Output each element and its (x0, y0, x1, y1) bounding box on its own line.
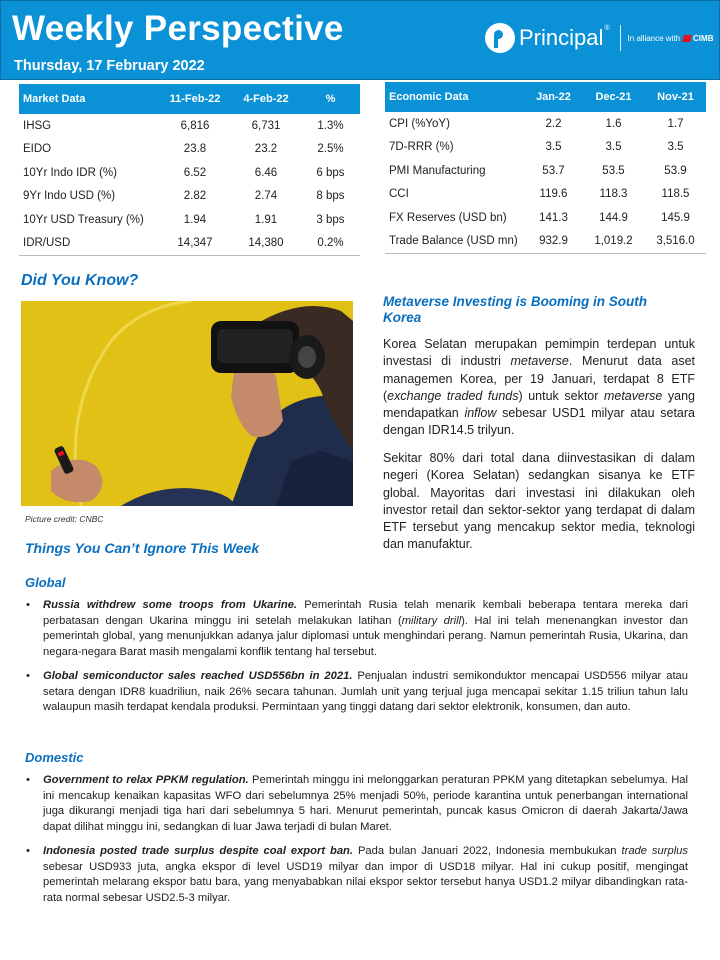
table-cell: 53.9 (664, 164, 687, 177)
table-cell: 53.7 (542, 164, 565, 177)
table-header-row (19, 84, 360, 114)
table-cell: 1.3% (317, 119, 344, 132)
column-header: Nov-21 (645, 82, 706, 112)
table-cell: 2.5% (317, 143, 344, 156)
table-cell: 6,731 (251, 119, 281, 132)
table-row (385, 183, 706, 207)
column-header: Economic Data (385, 82, 525, 112)
table-row (19, 114, 360, 138)
partner-name: CIMB (693, 33, 714, 43)
table-cell: 7D-RRR (%) (389, 141, 454, 154)
table-cell: 1.6 (605, 117, 622, 130)
table-cell: 10Yr USD Treasury (%) (23, 213, 144, 226)
table-cell: IDR/USD (19, 232, 159, 256)
header-banner (0, 0, 720, 80)
table-row (385, 159, 706, 183)
table-row (19, 208, 360, 232)
table-cell: 8 bps (316, 190, 345, 203)
table-row (19, 185, 360, 209)
column-header: Jan-22 (525, 82, 582, 112)
table-cell: 119.6 (539, 188, 568, 201)
article-paragraph-2: Sekitar 80% dari total dana diinvestasikan di dalam negeri (Korea Selatan) sedangkan sisanya ke ETF global. Mayoritas dari investasi ini dilakukan oleh investor retail dan sektor-sektor yang terdapat di dalam ETF tersebut yang mencakup sektor media, teknologi dan manufaktur. (383, 451, 695, 552)
column-header: 4-Feb-22 (231, 84, 301, 114)
table-cell: 6.52 (183, 166, 207, 179)
table-cell: Trade Balance (USD mn) (385, 230, 525, 254)
table-cell: 10Yr Indo IDR (%) (23, 166, 117, 179)
table-cell: 3.5 (605, 141, 622, 154)
table-cell: PMI Manufacturing (389, 164, 486, 177)
report-date: Thursday, 17 February 2022 (14, 58, 205, 74)
table-cell: 1.7 (667, 117, 684, 130)
list-item: • Russia withdrew some troops from Ukarine. Pemerintah Rusia telah menarik kembali beberapa tentara mereka dari perbatasan dengan Ukarina minggu ini setelah melakukan latihan (military drill). Hal ini telah menenangkan investor dan pemerintah global, yang menunjukkan adanya jalur diplomasi untuk menghindari perang. Namun pemerintah Rusia, Ukarina, dan negara-negara Barat masih mengalami konflik tentang hal tersebut. (26, 599, 688, 658)
bullet-icon: • (26, 670, 30, 682)
column-header: Market Data (19, 84, 159, 114)
table-row (19, 232, 360, 256)
column-header: Dec-21 (582, 82, 645, 112)
alliance-text: In alliance with (627, 33, 681, 43)
bullet-icon: • (26, 774, 30, 786)
table-cell: 1.94 (183, 213, 207, 226)
brand-divider (620, 25, 621, 51)
table-cell: 3.5 (545, 141, 562, 154)
table-cell: 932.9 (525, 230, 582, 254)
list-item: • Global semiconductor sales reached USD556bn in 2021. Penjualan industri semikonduktor mencapai USD556 milyar atau setara dengan IDR8 kuadriliun, naik 26% secara tahunan. Jumlah unit yang terjual juga mencapai sekitar 1.15 triliun tahun lalu walaupun masih terdapat kendala produksi. Permintaan yang tinggi datang dari sektor elektronik, konsumen, dan auto. (26, 670, 688, 713)
table-cell: 23.2 (254, 143, 278, 156)
photo-credit: Picture credit: CNBC (25, 514, 104, 524)
brand-logo (485, 21, 713, 55)
article-paragraph-1: Korea Selatan merupakan pemimpin terdepan untuk investasi di industri metaverse. Menurut data aset managemen Korea, per 19 Januari, terdapat 8 ETF (exchange traded funds) untuk sektor metaverse yang mendapatkan inflow sebesar USD1 milyar atau setara dengan IDR14.5 trilyun. (383, 337, 696, 438)
table-cell: 141.3 (539, 211, 568, 224)
table-cell: 3 bps (316, 213, 345, 226)
table-cell: 145.9 (661, 211, 690, 224)
market-data-table (19, 84, 360, 256)
table-cell: 6,816 (180, 119, 210, 132)
table-cell: CPI (%YoY) (389, 117, 450, 130)
things-heading: Things You Can’t Ignore This Week (25, 540, 260, 556)
table-cell: 6.46 (254, 166, 278, 179)
table-cell: 9Yr Indo USD (%) (23, 190, 116, 203)
table-cell: 14,347 (159, 232, 231, 256)
list-item: • Government to relax PPKM regulation. Pemerintah minggu ini melonggarkan peraturan PPKM yang ditetapkan sebelumya. Hal ini mencakup kenaikan kapasitas WFO dari sebelumnya 25% menjadi 50%, periode karantina untuk penerbangan international juga dikurangi menjadi tiga hari dari sebelumnya 5 hari. Menurut pemerintah, puncak kasus Omicron di daerah Jakarta/Jawa dapat dilihat minggu ini, sedangkan di luar Jawa terjadi di bulan Maret. (26, 774, 688, 833)
table-cell: 144.9 (599, 211, 628, 224)
table-cell: 118.5 (661, 188, 690, 201)
domestic-section-heading: Domestic (25, 750, 84, 765)
table-row (385, 206, 706, 230)
page-title: Weekly Perspective (12, 9, 344, 48)
principal-logo-icon (485, 23, 515, 53)
table-cell: EIDO (23, 143, 52, 156)
table-header-row (385, 82, 706, 112)
table-cell: 53.5 (602, 164, 625, 177)
vr-headset-photo (21, 301, 353, 506)
table-cell: 1,019.2 (582, 230, 645, 254)
table-row (19, 161, 360, 185)
bullet-icon: • (26, 599, 30, 611)
table-row (385, 136, 706, 160)
table-cell: 3,516.0 (645, 230, 706, 254)
table-cell: 2.74 (254, 190, 278, 203)
domestic-news-list (24, 773, 688, 915)
table-row (385, 112, 706, 136)
article-title: Metaverse Investing is Booming in South Korea (383, 294, 648, 325)
table-cell: 2.2 (545, 117, 562, 130)
photo-illustration (21, 301, 353, 506)
table-cell: 1.91 (254, 213, 278, 226)
column-header: % (301, 84, 360, 114)
table-cell: 0.2% (301, 232, 360, 256)
table-cell: 14,380 (231, 232, 301, 256)
table-row (385, 230, 706, 254)
table-cell: 118.3 (599, 188, 628, 201)
global-section-heading: Global (25, 575, 66, 590)
table-cell: 2.82 (183, 190, 207, 203)
table-cell: IHSG (23, 119, 52, 132)
table-cell: FX Reserves (USD bn) (389, 211, 507, 224)
column-header: 11-Feb-22 (159, 84, 231, 114)
brand-name: Principal® (519, 25, 610, 50)
global-news-list (24, 598, 688, 725)
table-cell: CCI (389, 188, 409, 201)
cimb-logo-icon (682, 35, 692, 42)
table-cell: 6 bps (316, 166, 345, 179)
table-cell: 23.8 (183, 143, 207, 156)
bullet-icon: • (26, 845, 30, 857)
list-item: • Indonesia posted trade surplus despite coal export ban. Pada bulan Januari 2022, Indonesia membukukan trade surplus sebesar USD933 juta, angka ekspor di level USD19 milyar dan impor di USD18 milyar. Hal ini cukup positif, mengingat pemerintah melarang ekspor batu bara, yang menyababkan nilai ekspor sektor tersebut hanya USD1.2 milyar dibandingkan rata-rata normal sebesar USD2.5-3 milyar. (26, 845, 688, 904)
table-cell: 3.5 (667, 141, 684, 154)
did-you-know-heading: Did You Know? (21, 272, 139, 289)
economic-data-table (385, 82, 706, 254)
table-row (19, 138, 360, 162)
